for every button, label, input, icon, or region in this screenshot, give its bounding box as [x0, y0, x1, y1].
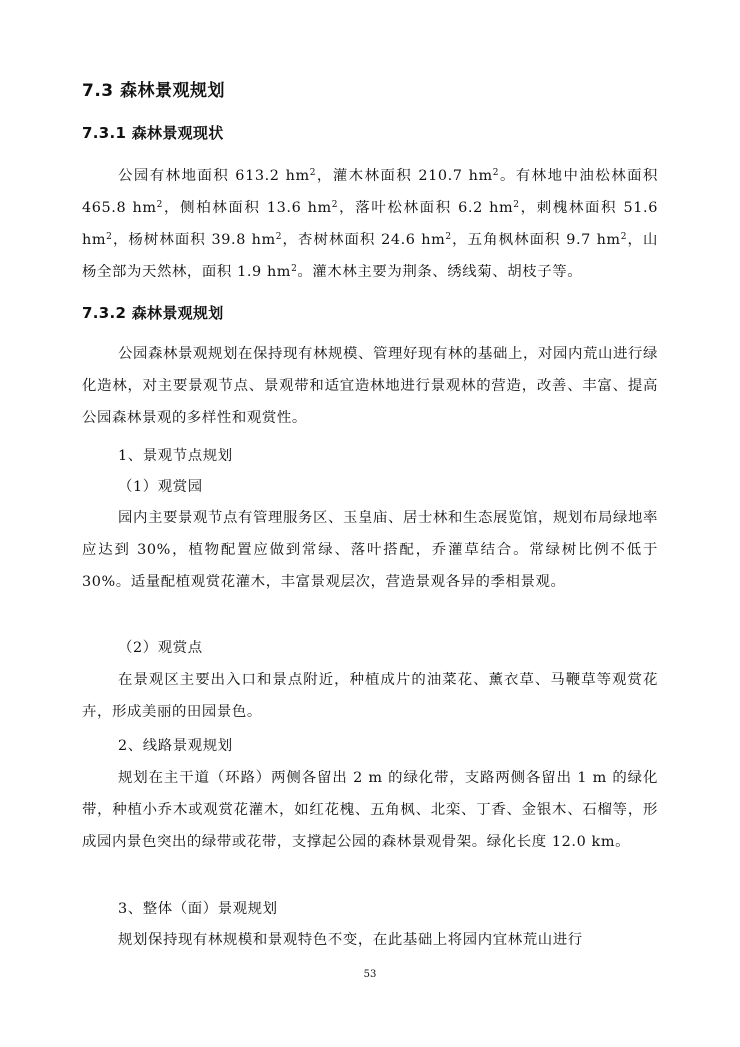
plan-intro-paragraph: 公园森林景观规划在保持现有林规模、管理好现有林的基础上，对园内荒山进行绿化造林，对主要景观节点、景观带和适宜造林地进行景观林的营造，改善、丰富、提高公园森林景观的多样性和观赏性。	[82, 346, 658, 426]
route-plan-paragraph: 规划在主干道（环路）两侧各留出 2 m 的绿化带，支路两侧各留出 1 m 的绿化带，种植小乔木或观赏花灌木，如红花槐、五角枫、北栾、丁香、金银木、石榴等，形成园内景色突出的绿带或花带，支撑起公园的森林景观骨架。绿化长度 12.0 km。	[82, 770, 658, 850]
viewpoint-paragraph: 在景观区主要出入口和景点附近，种植成片的油菜花、薰衣草、马鞭草等观赏花卉，形成美丽的田园景色。	[82, 672, 658, 720]
page-number: 53	[363, 969, 377, 980]
subsection-heading-plan: 7.3.2 森林景观规划	[82, 304, 224, 322]
subsection-heading-status: 7.3.1 森林景观现状	[82, 124, 224, 142]
garden-paragraph: 园内主要景观节点有管理服务区、玉皇庙、居士林和生态展览馆，规划布局绿地率应达到 30%，植物配置应做到常绿、落叶搭配，乔灌草结合。常绿树比例不低于 30%。适量配植观赏花灌木，丰富景观层次，营造景观各异的季相景观。	[82, 510, 658, 590]
overall-plan-title: 3、整体（面）景观规划	[118, 901, 278, 917]
node-plan-title: 1、景观节点规划	[118, 448, 233, 464]
forest-status-paragraph: 公园有林地面积 613.2 $hm^2$，灌木林面积 210.7 $hm^2$。有林地中油松林面积 465.8 $hm^2$，侧柏林面积 13.6 $hm^2$，落叶松林面积 6.2 $hm^2$，刺槐林面积 51.6 $hm^2$，杨树林面积 39.8 $hm^2$，杏树林面积 24.6 $hm^2$，五角枫林面积 9.7 $hm^2$，山杨全部为天然林，面积 1.9 $hm^2$。灌木林主要为荆条、绣线菊、胡枝子等。	[82, 168, 658, 280]
overall-plan-paragraph: 规划保持现有林规模和景观特色不变，在此基础上将园内宜林荒山进行	[118, 932, 583, 948]
section-heading: 7.3 森林景观规划	[82, 81, 226, 101]
viewpoint-title: （2）观赏点	[118, 640, 203, 656]
garden-title: （1）观赏园	[118, 479, 203, 495]
route-plan-title: 2、线路景观规划	[118, 738, 233, 754]
